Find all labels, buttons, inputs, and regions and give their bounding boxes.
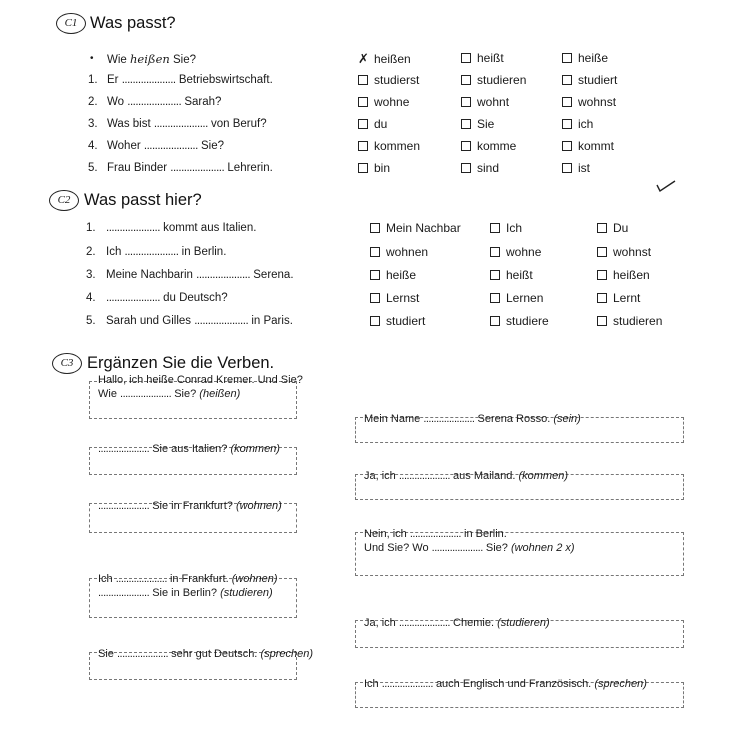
- prompt-after: du Deutsch?: [163, 292, 228, 304]
- prompt-before: Frau Binder: [107, 162, 168, 174]
- option-label: studiere: [506, 314, 549, 328]
- item-number: 4.: [86, 292, 96, 304]
- dialogue-line: [98, 573, 278, 585]
- section-title-c1: Was passt?: [90, 14, 176, 32]
- checkbox-icon: [461, 163, 471, 173]
- dialogue-line: [364, 413, 581, 425]
- dialogue-line: [98, 648, 313, 660]
- answer-gap[interactable]: ....................: [98, 587, 150, 599]
- item-number: 5.: [88, 162, 98, 174]
- option-label: wohne: [506, 245, 542, 259]
- option-label: Lernen: [506, 291, 544, 305]
- checkbox-icon: [370, 316, 380, 326]
- c1-item-2-option-2[interactable]: [461, 95, 509, 109]
- c1-item-2-option-3[interactable]: [562, 95, 616, 109]
- dialogue-line: [364, 617, 550, 629]
- option-label: Ich: [506, 221, 523, 235]
- option-label: wohnst: [613, 245, 652, 259]
- section-badge-c3: C3: [52, 353, 82, 374]
- c1-item-1-option-1[interactable]: [358, 73, 419, 87]
- dialogue-line: [364, 470, 568, 482]
- c2-item-3-option-2[interactable]: [490, 268, 533, 282]
- example-option-3[interactable]: [562, 51, 608, 65]
- item-number: 4.: [88, 140, 98, 152]
- c1-item-5-option-3[interactable]: [562, 161, 590, 175]
- line-text: Ja, ich: [364, 470, 396, 482]
- verb-hint: (kommen): [230, 443, 280, 455]
- answer-gap[interactable]: ....................: [98, 443, 150, 455]
- c2-item-2-option-3[interactable]: [597, 245, 651, 259]
- answer-gap[interactable]: ....................: [143, 140, 198, 152]
- c1-item-3-option-1[interactable]: [358, 117, 387, 131]
- c1-item-1-option-2[interactable]: [461, 73, 526, 87]
- answer-gap[interactable]: ....................: [121, 74, 176, 86]
- verb-hint: (sein): [553, 413, 581, 425]
- dialogue-box-5: [89, 500, 297, 533]
- example-option-1[interactable]: [358, 51, 411, 67]
- answer-gap[interactable]: ....................: [98, 500, 150, 512]
- dialogue-line: [364, 528, 507, 540]
- dialogue-line: [364, 542, 575, 554]
- answer-gap[interactable]: ....................: [115, 573, 167, 585]
- prompt-before: Woher: [107, 140, 141, 152]
- option-label: bin: [374, 161, 391, 175]
- verb-hint: (kommen): [518, 470, 568, 482]
- item-number: 1.: [86, 222, 96, 234]
- answer-gap[interactable]: ....................: [170, 162, 225, 174]
- c2-item-4-option-1[interactable]: [370, 291, 419, 305]
- line-text: Ja, ich: [364, 617, 396, 629]
- c2-item-5-option-3[interactable]: [597, 314, 662, 328]
- prompt-before: Wo: [107, 96, 125, 108]
- checkbox-icon: [597, 247, 607, 257]
- line-text: Hallo, ich heiße Conrad Kremer. Und Sie?: [98, 374, 303, 386]
- line-text-after: in Berlin.: [464, 528, 507, 540]
- option-label: Mein Nachbar: [386, 221, 461, 235]
- item-number: 2.: [86, 246, 96, 258]
- line-text-after: Sie in Berlin?: [152, 587, 218, 599]
- prompt-after: Sarah?: [184, 96, 222, 108]
- checkbox-icon: [461, 141, 471, 151]
- checkbox-icon: [562, 97, 572, 107]
- option-label: heiße: [386, 268, 417, 282]
- verb-hint: (heißen): [199, 388, 241, 400]
- prompt-after: Serena.: [253, 269, 294, 281]
- c1-item-1-option-3[interactable]: [562, 73, 617, 87]
- c2-item-2-prompt: [106, 246, 226, 258]
- line-text-after: Serena Rosso.: [477, 413, 551, 425]
- section-badge-c2: C2: [49, 190, 79, 211]
- option-label: heißt: [506, 268, 533, 282]
- c1-item-1-prompt: [107, 74, 273, 86]
- checkbox-icon: [562, 141, 572, 151]
- c1-item-3-option-3[interactable]: [562, 117, 593, 131]
- section-title-c3: Ergänzen Sie die Verben.: [87, 354, 275, 372]
- example-bullet: •: [90, 53, 94, 64]
- line-text-after: Sie aus Italien?: [152, 443, 228, 455]
- prompt-after: kommt aus Italien.: [163, 222, 257, 234]
- checkbox-icon: [461, 75, 471, 85]
- item-number: 1.: [88, 74, 98, 86]
- checkbox-icon: [490, 270, 500, 280]
- option-label: ist: [578, 161, 590, 175]
- answer-gap[interactable]: ....................: [381, 678, 433, 690]
- item-number: 2.: [88, 96, 98, 108]
- option-label: studieren: [477, 73, 527, 87]
- checkbox-icon: [370, 247, 380, 257]
- checkbox-icon: [370, 223, 380, 233]
- verb-hint: (sprechen): [260, 648, 314, 660]
- c2-item-3-option-3[interactable]: [597, 268, 650, 282]
- line-text: Sie: [98, 648, 114, 660]
- line-text: Mein Name: [364, 413, 421, 425]
- example-after: Sie?: [173, 54, 197, 66]
- dialogue-box-3: [89, 443, 297, 475]
- verb-hint: (sprechen): [594, 678, 647, 690]
- prompt-before: Ich: [106, 246, 122, 258]
- answer-gap[interactable]: ....................: [106, 292, 160, 304]
- checkbox-icon: [490, 247, 500, 257]
- prompt-after: in Berlin.: [181, 246, 227, 258]
- checkbox-icon: [490, 293, 500, 303]
- option-label: wohnst: [578, 95, 617, 109]
- c2-item-2-option-2[interactable]: [490, 245, 541, 259]
- line-text-after: Chemie.: [453, 617, 495, 629]
- option-label: Lernt: [613, 291, 641, 305]
- line-text-after: Sie?: [485, 542, 508, 554]
- c2-item-3-prompt: [106, 269, 294, 281]
- prompt-before: Sarah und Gilles: [106, 315, 192, 327]
- dialogue-box-10: [355, 678, 684, 708]
- checkbox-icon: [461, 119, 471, 129]
- dialogue-line: [98, 443, 280, 455]
- checkbox-icon: [461, 53, 471, 63]
- option-label: Sie: [477, 117, 495, 131]
- option-label: Du: [613, 221, 629, 235]
- c2-item-5-option-1[interactable]: [370, 314, 425, 328]
- dialogue-box-4: [355, 470, 684, 500]
- checkbox-icon: [358, 97, 368, 107]
- line-text-after: auch Englisch und Französisch.: [435, 678, 592, 690]
- answer-gap[interactable]: ....................: [423, 413, 475, 425]
- checkbox-icon: [358, 141, 368, 151]
- answer-gap[interactable]: ....................: [398, 470, 450, 482]
- prompt-before: Er: [107, 74, 119, 86]
- option-label: wohnen: [386, 245, 429, 259]
- answer-gap[interactable]: ....................: [116, 648, 169, 660]
- line-text: Ich: [364, 678, 379, 690]
- option-label: heiße: [578, 51, 609, 65]
- line-text-after: Sie in Frankfurt?: [152, 500, 233, 512]
- verb-hint: (studieren): [220, 587, 273, 599]
- c1-item-4-prompt: [107, 140, 224, 152]
- example-handwritten-answer: heißen: [130, 52, 170, 66]
- prompt-after: Lehrerin.: [227, 162, 273, 174]
- verb-hint: (wohnen): [231, 573, 278, 585]
- dialogue-line: [98, 388, 240, 400]
- example-before: Wie: [107, 54, 127, 66]
- dialogue-line: [364, 678, 647, 690]
- dialogue-line: [98, 374, 303, 386]
- checkbox-icon: [597, 223, 607, 233]
- line-text-after: aus Mailand.: [453, 470, 516, 482]
- answer-gap[interactable]: ....................: [196, 269, 251, 281]
- c1-item-3-option-2[interactable]: [461, 117, 494, 131]
- answer-gap[interactable]: ....................: [124, 246, 179, 258]
- option-label: Lernst: [386, 291, 420, 305]
- c1-item-4-option-1[interactable]: [358, 139, 420, 153]
- answer-gap[interactable]: ....................: [153, 118, 208, 130]
- item-number: 3.: [88, 118, 98, 130]
- checkbox-icon: [562, 119, 572, 129]
- option-label: studieren: [613, 314, 663, 328]
- checkbox-icon: [370, 270, 380, 280]
- c1-item-4-option-3[interactable]: [562, 139, 614, 153]
- verb-hint: (wohnen): [235, 500, 282, 512]
- line-text: Wie: [98, 388, 117, 400]
- dialogue-box-8: [355, 617, 684, 648]
- dialogue-line: [98, 587, 273, 599]
- checkbox-icon: [461, 97, 471, 107]
- option-label: heißen: [374, 52, 411, 66]
- answer-gap[interactable]: ....................: [194, 315, 249, 327]
- option-label: wohne: [374, 95, 410, 109]
- c1-item-5-prompt: [107, 162, 273, 174]
- section-badge-c1: C1: [56, 13, 86, 34]
- checkbox-icon: [490, 223, 500, 233]
- checkbox-icon: [370, 293, 380, 303]
- c2-item-5-option-2[interactable]: [490, 314, 549, 328]
- answer-gap[interactable]: ....................: [120, 388, 172, 400]
- line-text: Nein, ich: [364, 528, 407, 540]
- c2-item-2-option-1[interactable]: [370, 245, 428, 259]
- option-label: heißt: [477, 51, 504, 65]
- prompt-before: Meine Nachbarin: [106, 269, 193, 281]
- section-title-c2: Was passt hier?: [84, 191, 202, 209]
- c2-item-4-option-3[interactable]: [597, 291, 640, 305]
- c1-item-5-option-1[interactable]: [358, 161, 390, 175]
- line-text-after: sehr gut Deutsch.: [171, 648, 258, 660]
- checkbox-icon: [597, 293, 607, 303]
- c2-item-1-prompt: [106, 222, 256, 234]
- checkbox-icon: [358, 163, 368, 173]
- c2-item-4-prompt: [106, 292, 228, 304]
- item-number: 5.: [86, 315, 96, 327]
- example-prompt: [107, 52, 196, 66]
- option-label: komme: [477, 139, 517, 153]
- checkbox-icon: [490, 316, 500, 326]
- prompt-after: von Beruf?: [210, 118, 267, 130]
- c2-item-4-option-2[interactable]: [490, 291, 543, 305]
- checkbox-icon: [597, 270, 607, 280]
- option-label: studiert: [386, 314, 426, 328]
- option-label: sind: [477, 161, 500, 175]
- c1-item-3-prompt: [107, 118, 267, 130]
- c2-item-1-option-2[interactable]: [490, 221, 522, 235]
- answer-gap[interactable]: ....................: [398, 617, 450, 629]
- option-label: wohnt: [477, 95, 510, 109]
- dialogue-line: [98, 500, 282, 512]
- verb-hint: (wohnen 2 x): [510, 542, 575, 554]
- checkbox-icon: [597, 316, 607, 326]
- checkbox-icon: [562, 75, 572, 85]
- option-label: studiert: [578, 73, 618, 87]
- line-text-after: in Frankfurt.: [169, 573, 229, 585]
- dialogue-box-6: [355, 528, 684, 576]
- checkbox-icon: [562, 163, 572, 173]
- c2-item-5-prompt: [106, 315, 293, 327]
- answer-gap[interactable]: ....................: [431, 542, 483, 554]
- dialogue-box-1: [89, 374, 303, 419]
- option-label: studierst: [374, 73, 420, 87]
- dialogue-box-7: [89, 573, 297, 618]
- line-text-after: Sie?: [174, 388, 197, 400]
- verb-hint: (studieren): [497, 617, 550, 629]
- c2-item-1-option-3[interactable]: [597, 221, 628, 235]
- line-text: Ich: [98, 573, 113, 585]
- checkbox-icon: [358, 75, 368, 85]
- dialogue-box-2: [355, 413, 684, 443]
- option-label: heißen: [613, 268, 650, 282]
- prompt-before: Was bist: [107, 118, 151, 130]
- option-label: kommt: [578, 139, 614, 153]
- option-label: kommen: [374, 139, 421, 153]
- prompt-after: Sie?: [200, 140, 225, 152]
- answer-gap[interactable]: ....................: [127, 96, 182, 108]
- c1-item-2-prompt: [107, 96, 221, 108]
- option-label: du: [374, 117, 388, 131]
- checkbox-icon: [358, 119, 368, 129]
- c1-item-2-option-1[interactable]: [358, 95, 409, 109]
- item-number: 3.: [86, 269, 96, 281]
- checkbox-icon: [562, 53, 572, 63]
- answer-gap[interactable]: ....................: [409, 528, 461, 540]
- c1-item-5-option-2[interactable]: [461, 161, 499, 175]
- example-option-2[interactable]: [461, 51, 504, 65]
- answer-gap[interactable]: ....................: [106, 222, 160, 234]
- c1-item-4-option-2[interactable]: [461, 139, 516, 153]
- c2-item-3-option-1[interactable]: [370, 268, 416, 282]
- cross-mark-icon: ✗: [358, 51, 369, 66]
- prompt-after: Betriebswirtschaft.: [178, 74, 273, 86]
- check-mark-icon: [656, 179, 676, 193]
- c2-item-1-option-1[interactable]: [370, 221, 461, 235]
- dialogue-box-9: [89, 648, 314, 680]
- option-label: ich: [578, 117, 594, 131]
- prompt-after: in Paris.: [251, 315, 293, 327]
- line-text: Und Sie? Wo: [364, 542, 429, 554]
